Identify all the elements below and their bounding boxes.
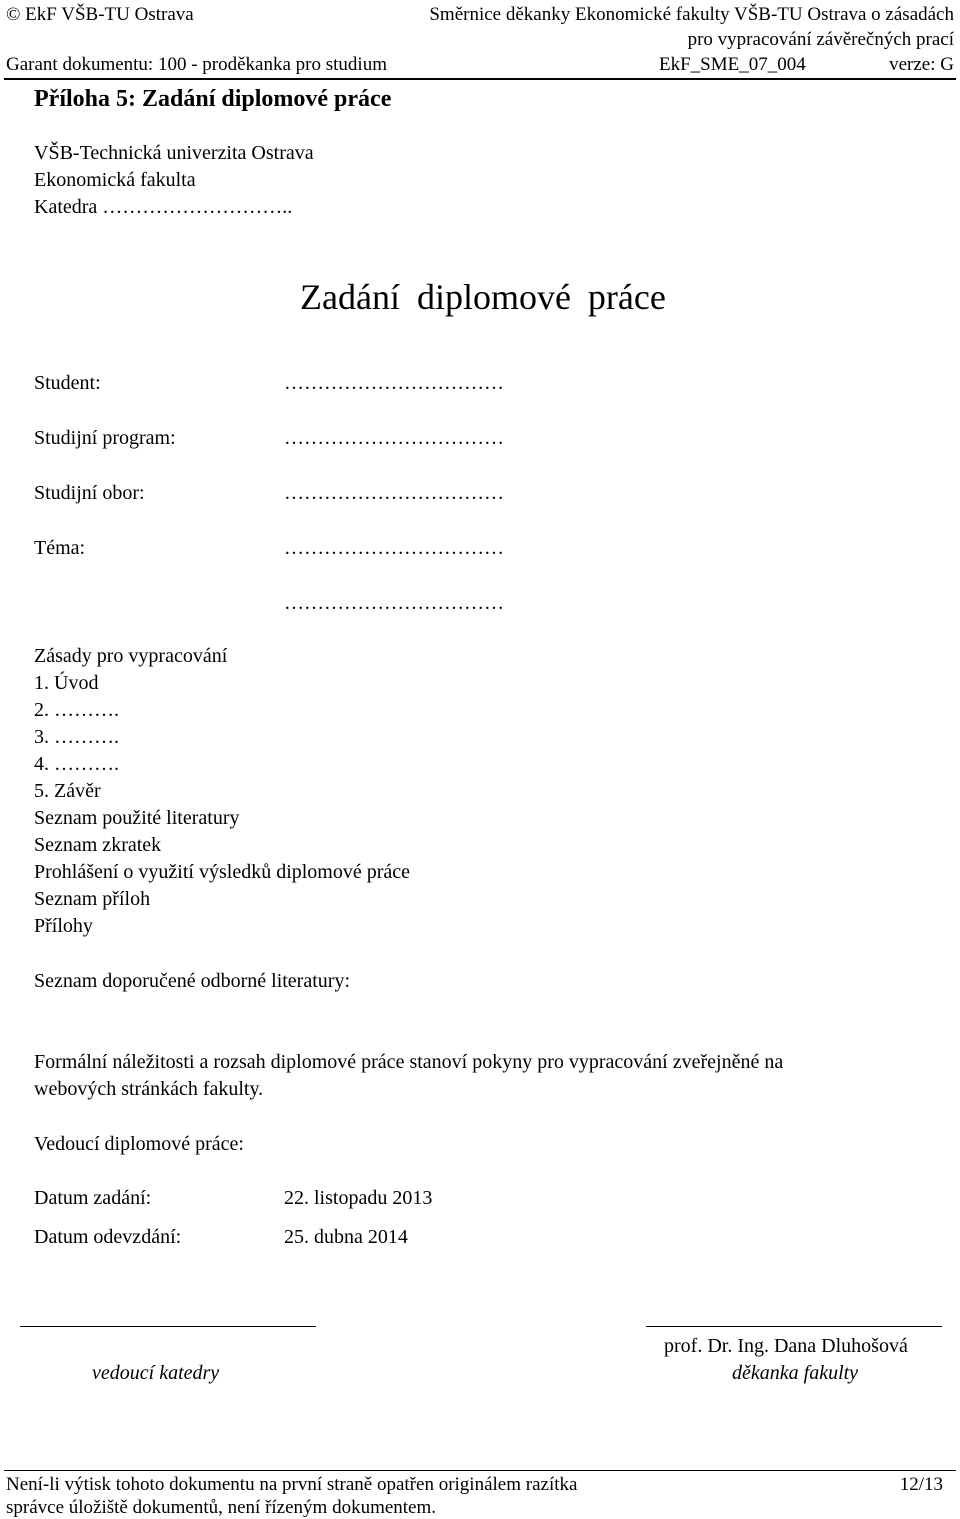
guidelines-item: Seznam zkratek bbox=[34, 834, 162, 856]
guidelines-item: Přílohy bbox=[34, 915, 93, 937]
guidelines-item: 5. Závěr bbox=[34, 780, 101, 802]
assignment-date-label: Datum zadání: bbox=[34, 1187, 152, 1209]
topic-value-line-1: …………………………… bbox=[284, 537, 504, 559]
guidelines-item: Prohlášení o využití výsledků diplomové práce bbox=[34, 861, 411, 883]
signature-line-right bbox=[646, 1326, 942, 1327]
header-rule bbox=[4, 78, 956, 80]
footer-rule bbox=[4, 1470, 956, 1471]
header-copyright: © EkF VŠB-TU Ostrava bbox=[6, 4, 194, 25]
guidelines-item: 1. Úvod bbox=[34, 672, 99, 694]
department-head-role: vedoucí katedry bbox=[92, 1362, 220, 1384]
header-directive-title: Směrnice děkanky Ekonomické fakulty VŠB-TU Ostrava o zásadách bbox=[429, 4, 954, 25]
study-program-value: …………………………… bbox=[284, 427, 504, 449]
annex-title: Příloha 5: Zadání diplomové práce bbox=[34, 86, 392, 112]
supervisor-label: Vedoucí diplomové práce: bbox=[34, 1133, 244, 1155]
study-field-value: …………………………… bbox=[284, 482, 504, 504]
assignment-date-value: 22. listopadu 2013 bbox=[284, 1187, 433, 1209]
formal-requirements-line-1: Formální náležitosti a rozsah diplomové práce stanoví pokyny pro vypracování zveřejněné na bbox=[34, 1051, 784, 1073]
dean-name: prof. Dr. Ing. Dana Dluhošová bbox=[664, 1335, 908, 1357]
submission-date-label: Datum odevzdání: bbox=[34, 1226, 182, 1248]
guidelines-item: 4. ………. bbox=[34, 753, 119, 775]
header-version: verze: G bbox=[889, 54, 954, 75]
page-number: 12/13 bbox=[899, 1474, 943, 1495]
guidelines-item: Seznam použité literatury bbox=[34, 807, 240, 829]
university-name: VŠB-Technická univerzita Ostrava bbox=[34, 142, 314, 164]
guidelines-item: 2. ………. bbox=[34, 699, 119, 721]
dean-role: děkanka fakulty bbox=[732, 1362, 859, 1384]
study-program-label: Studijní program: bbox=[34, 427, 176, 449]
study-field-label: Studijní obor: bbox=[34, 482, 145, 504]
topic-value-line-2: …………………………… bbox=[284, 592, 504, 614]
formal-requirements-line-2: webových stránkách fakulty. bbox=[34, 1078, 264, 1100]
guidelines-item: 3. ………. bbox=[34, 726, 119, 748]
department-name: Katedra ……………………….. bbox=[34, 196, 293, 218]
student-label: Student: bbox=[34, 372, 101, 394]
topic-label: Téma: bbox=[34, 537, 86, 559]
header-directive-subtitle: pro vypracování závěrečných prací bbox=[687, 29, 954, 50]
recommended-literature-label: Seznam doporučené odborné literatury: bbox=[34, 970, 350, 992]
guidelines-heading: Zásady pro vypracování bbox=[34, 645, 228, 667]
signature-line-left bbox=[20, 1326, 316, 1327]
faculty-name: Ekonomická fakulta bbox=[34, 169, 196, 191]
footer-notice-line-1: Není-li výtisk tohoto dokumentu na první straně opatřen originálem razítka bbox=[6, 1474, 578, 1495]
header-document-guarantor: Garant dokumentu: 100 - proděkanka pro studium bbox=[6, 54, 387, 75]
header-document-code: EkF_SME_07_004 bbox=[659, 54, 806, 75]
student-value: …………………………… bbox=[284, 372, 504, 394]
guidelines-item: Seznam příloh bbox=[34, 888, 151, 910]
submission-date-value: 25. dubna 2014 bbox=[284, 1226, 408, 1248]
page-title: Zadání diplomové práce bbox=[300, 277, 666, 317]
footer-notice-line-2: správce úložiště dokumentů, není řízeným dokumentem. bbox=[6, 1497, 437, 1518]
